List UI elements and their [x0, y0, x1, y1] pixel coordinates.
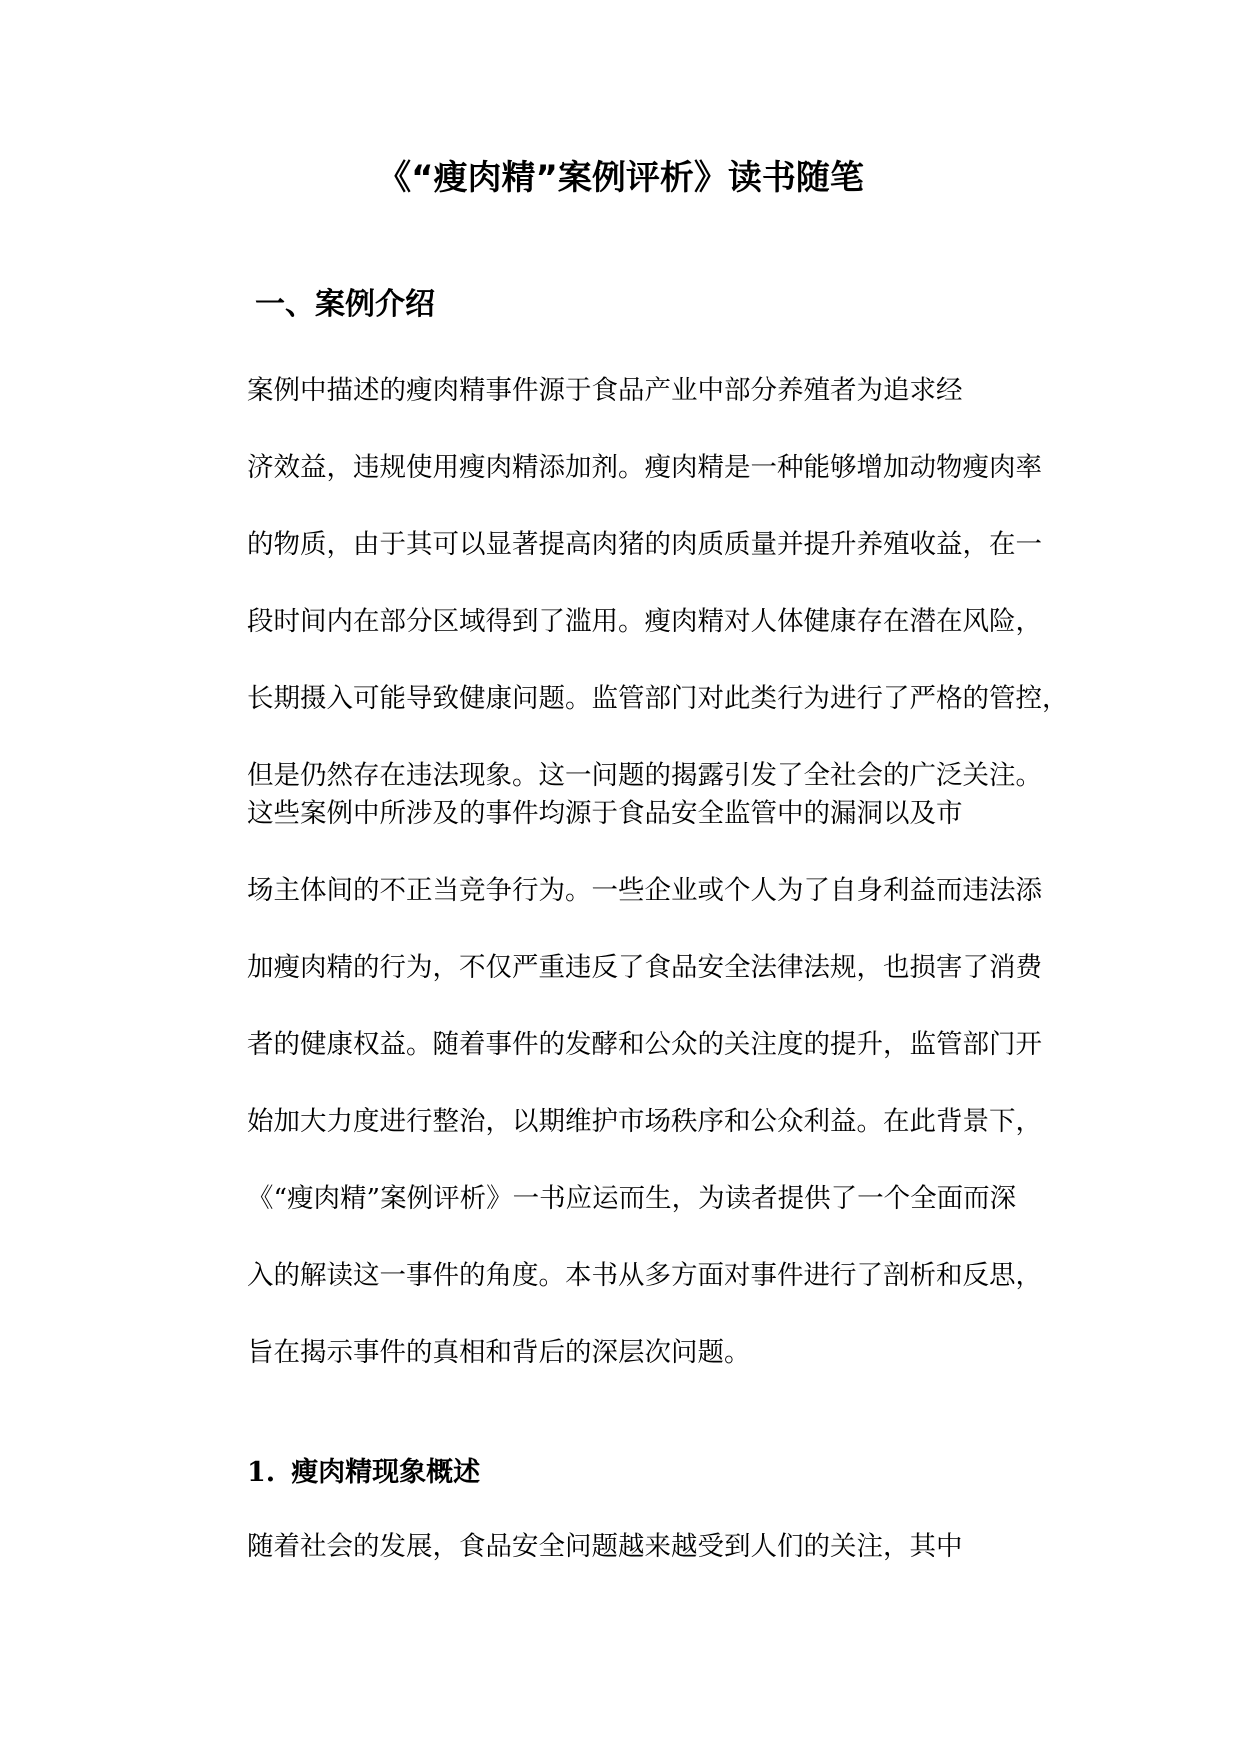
paragraph-line: 段时间内在部分区域得到了滥用。瘦肉精对人体健康存在潜在风险，: [247, 606, 1042, 637]
paragraph-line: 旨在揭示事件的真相和背后的深层次问题。: [247, 1337, 751, 1368]
paragraph-overview: [190, 1508, 1050, 1585]
paragraph-line: 入的解读这一事件的角度。本书从多方面对事件进行了剖析和反思，: [247, 1260, 1042, 1291]
subsection-heading: [247, 1448, 480, 1498]
section-heading-case-intro: 一、案例介绍: [255, 287, 435, 322]
paragraph-line: 加瘦肉精的行为，不仅严重违反了食品安全法律法规，也损害了消费: [247, 952, 1042, 983]
paragraph-line: 案例中描述的瘦肉精事件源于食品产业中部分养殖者为追求经: [247, 375, 963, 406]
paragraph-line: 这些案例中所涉及的事件均源于食品安全监管中的漏洞以及市: [247, 798, 963, 829]
subsection-number: 1.: [247, 1457, 276, 1488]
paragraph-line: 随着社会的发展，食品安全问题越来越受到人们的关注，其中: [247, 1531, 963, 1562]
paragraph-line: 长期摄入可能导致健康问题。监管部门对此类行为进行了严格的管控，: [247, 683, 1069, 714]
document-title: 《“瘦肉精”案例评析》读书随笔: [377, 158, 864, 198]
subsection-title: 瘦肉精现象概述: [291, 1457, 481, 1488]
paragraph-line: 者的健康权益。随着事件的发酵和公众的关注度的提升，监管部门开: [247, 1029, 1042, 1060]
paragraph-line: 但是仍然存在违法现象。这一问题的揭露引发了全社会的广泛关注。: [247, 760, 1042, 791]
paragraph-line: 始加大力度进行整治，以期维护市场秩序和公众利益。在此背景下，: [247, 1106, 1042, 1137]
paragraph-line: 《“瘦肉精”案例评析》一书应运而生，为读者提供了一个全面而深: [247, 1183, 1017, 1214]
paragraph-line: 济效益，违规使用瘦肉精添加剂。瘦肉精是一种能够增加动物瘦肉率: [247, 452, 1042, 483]
paragraph-case-background: [190, 775, 1050, 1391]
paragraph-case-description: [190, 352, 1069, 814]
paragraph-line: 场主体间的不正当竞争行为。一些企业或个人为了自身利益而违法添: [247, 875, 1042, 906]
paragraph-line: 的物质，由于其可以显著提高肉猪的肉质质量并提升养殖收益，在一: [247, 529, 1042, 560]
